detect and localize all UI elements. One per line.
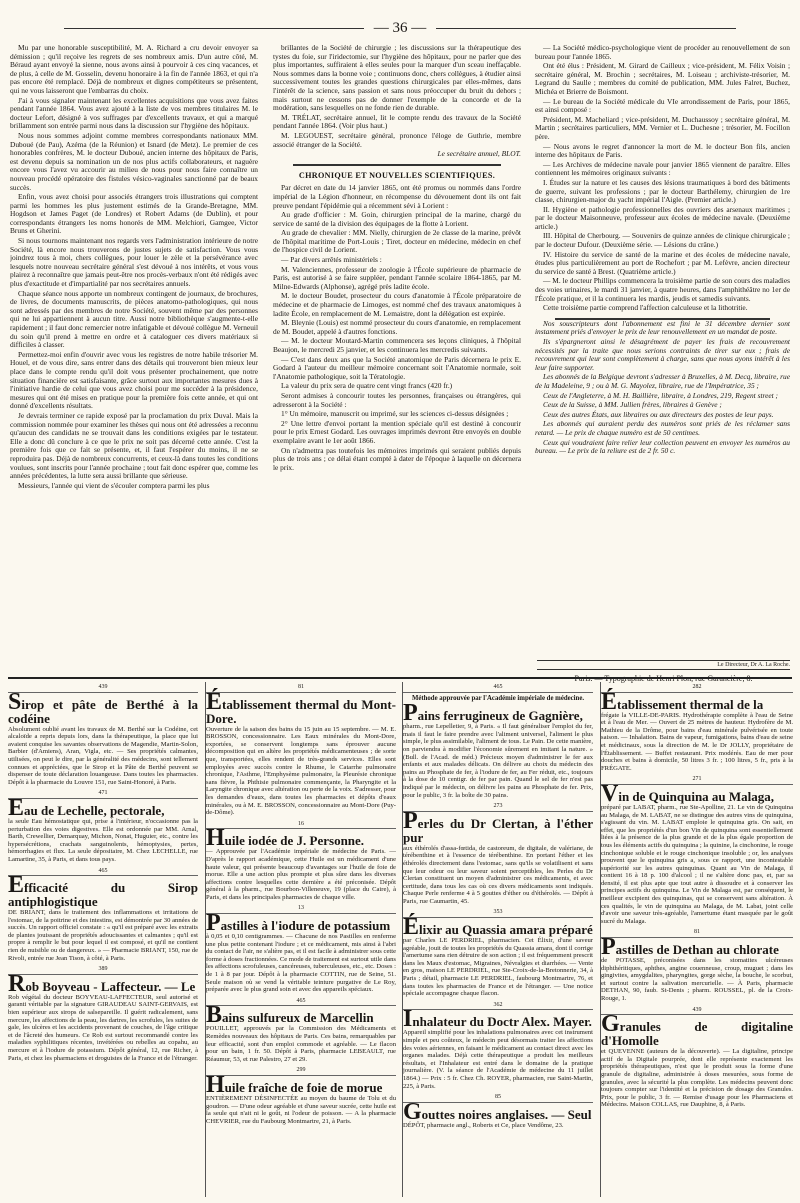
article-column-1: [10, 44, 258, 652]
ad-heading: Huile iodée de J. Personne.: [206, 825, 365, 852]
advertisement: [8, 790, 198, 863]
advertisement: [8, 684, 198, 786]
ad-body: — Approuvée par l'Académie impériale de médecine de Paris. — D'après le rapport académique, cette Huile est un médicament d'une haute valeur, qui présente beaucoup d'avantages sur l'huile de foie de morue. Elle a une action plus prompte et plus sûre dans les diverses affections contre lesquelles cette dernière a été préconisée. Dépôt général à la pharm., rue Bourbon-Villeneuve, 19 (place du Caire), à Paris, et dans les principales pharmacies de chaque ville.: [206, 848, 396, 901]
ad-number: 13: [206, 905, 396, 914]
paragraph: Si nous tournons maintenant nos regards vers l'administration intérieure de notre Société, là encore nous trouverons de justes sujets de satisfaction. Vous vous joindrez tous à moi, chers collègues, pour louer le zèle et la persévérance avec lesquels notre nouveau secrétaire général s'est dévoué à nos intérêts, et vous vous plairez à reconnaître que jamais peut-être nos procès-verbaux n'ont été rédigés avec plus d'exactitude et d'impartialité par nos secrétaires annuels.: [10, 236, 258, 289]
ad-body: DE BRIANT, dans le traitement des inflammations et irritations de l'estomac, de la poitrine et des intestins, est démontrée par 30 années de succès. Un rapport officiel constate : « qu'il est préparé avec les extraits de plantes jouissant de propriétés adoucissantes et calmantes ; qu'il est propre à remplir le but pour lequel il est composé, et qu'il ne contient rien de nuisible ou de dangereux. » — Pharmacie BRIANT, 150, rue de Rivoli, entrée rue Jean Tison, à côté, à Paris.: [8, 909, 198, 962]
ad-heading: Huile fraîche de foie de morue: [206, 1071, 383, 1098]
ad-number: 282: [601, 684, 793, 693]
ad-number: 362: [403, 1002, 593, 1011]
paragraph: I. Études sur la nature et les causes des lésions traumatiques à bord des bâtiments de guerre, suivant les professions ; par le docteur Barthélemy, chirurgien de 1re classe, chirurgien-major du yacht impérial l'Aigle. (Premier article.): [535, 177, 790, 205]
paragraph: brillantes de la Société de chirurgie ; les discussions sur la thérapeutique des tystes du foie, sur l'iridectomie, sur l'hygiène des hôpitaux, pour ne parler que des plus importantes, suffiraient à elles seules pour la marquer d'un sceau ineffaçable. Nous sommes dans la bonne voie ; continuons donc, chers collègues, à étudier ainsi successivement toutes les grandes questions chirurgicales par elles-mêmes, dans l'intérêt de la science, sans passion et sans nous préoccuper du bruit du dehors ; mais surtout ne cessons pas de donner l'exemple de la concorde et de la modération, sans lesquelles on ne fonde rien de durable.: [273, 44, 521, 113]
ad-number: 16: [206, 821, 396, 830]
advertisement: [206, 1067, 396, 1125]
advertisement: [206, 905, 396, 993]
paragraph: On n'admettra pas toutefois les mémoires imprimés qui seraient publiés depuis plus de trois ans ; ce délai étant compté à dater de l'époque à laquelle on décernera le prix.: [273, 445, 521, 472]
ad-number: 81: [601, 929, 793, 938]
advertisement: [8, 966, 198, 1062]
paragraph: — M. le docteur Phillips commencera la troisième partie de son cours des maladies des voies urinaires, le mardi 31 janvier, à quatre heures, dans l'amphithéâtre no 1er de l'École pratique, et il la continuera les mardis, jeudis et samedis suivants.: [535, 276, 790, 303]
ad-number: 353: [403, 909, 593, 918]
paragraph: 2° Une lettre d'envoi portant la mention spéciale qu'il est destiné à concourir pour le prix Ernest Godard. Les ouvrages imprimés devront être envoyés en double exemplaire avant le 1er août 1866.: [273, 418, 521, 445]
paragraph: Au grade de chevalier : MM. Nielly, chirurgien de 2e classe de la marine, prévôt de l'hôpital maritime de Port-Louis ; Tiret, docteur en médecine, médecin en chef de l'hospice civil de Lorient.: [273, 228, 521, 255]
ad-number: 271: [601, 776, 793, 785]
paragraph: IV. Histoire du service de santé de la marine et des écoles de médecine navale, études plus particulièrement au port de Rochefort ; par M. Lefèvre, ancien directeur du service de santé à Brest. (Quatrième article.): [535, 249, 790, 276]
paragraph: — Par divers arrêtés ministériels :: [281, 255, 382, 265]
ad-number: 85: [403, 1094, 593, 1103]
ad-number: 273: [403, 803, 593, 812]
ad-body: ENTIÈREMENT DÉSINFECTÉE au moyen du baume de Tolu et du goudron. — D'une odeur agréable et d'une saveur sucrée, cette huile est la seule qui n'ait ni le goût, ni l'odeur de poisson. — A la pharmacie CHEVRIER, rue du Faubourg Montmartre, 21, à Paris.: [206, 1094, 396, 1125]
section-title: CHRONIQUE ET NOUVELLES SCIENTIFIQUES.: [298, 170, 496, 180]
paragraph: La valeur du prix sera de quatre cent vingt francs (420 fr.): [281, 381, 453, 391]
paragraph: Ceux de la Suisse, à MM. Jullien frères, libraires à Genève ;: [543, 400, 722, 410]
section-rule: [293, 164, 501, 166]
signature: Le secrétaire annuel, BLOT.: [437, 149, 521, 159]
ad-heading: Inhalateur du Doctr Alex. Mayer.: [403, 1006, 592, 1033]
ad-body: frégate la VILLE-DE-PARIS. Hydrothérapie complète à l'eau de Seine et à l'eau de Mer. — Ouvert de 25 mètres de hauteur. Hydrofère de M. Mathieu de la Drôme, pour bains d'eau minérale pulvérisée en toute saison. — Inhalation. Bains de vapeur, fumigations, bains d'eau de seine et médicinaux, sous la direction de M. le Dr JOLLY, propriétaire de l'Établissement. — Buffet restaurant. Prix modérés. Eau de mer pour douches et bains à domicile, 50 litres 3 fr. ; 100 litres, 5 fr., pris à la FRÉGATE.: [601, 711, 793, 772]
paragraph: Chaque séance nous apporte un nombreux contingent de journaux, de brochures, de livres, de documents manuscrits, de pièces anatomo-pathologiques, qui nous sont adressés par des membres de notre Société, souvent même par des personnes qui ne lui appartiennent à aucun titre. Aussi notre bibliothèque s'augmente-t-elle rapidement ; il faut donc remercier notre infatigable et dévoué collègue M. Verneuil du soin qu'il prend à mettre en ordre et à cataloguer ces divers matériaux si difficiles à classer.: [10, 288, 258, 350]
ad-heading: Perles du Dr Clertan, à l'éther pur: [403, 807, 593, 845]
paragraph: Par décret en date du 14 janvier 1865, ont été promus ou nommés dans l'ordre impérial de la Légion d'honneur, en récompense du dévouement dont ils ont fait preuve pendant l'épidémie qui a récemment sévi à Lorient :: [273, 183, 521, 210]
ad-heading: Sirop et pâte de Berthé à la codéine: [8, 688, 198, 726]
ad-heading: Rob Boyveau - Laffecteur. — Le: [8, 970, 196, 997]
article-column-3: [535, 44, 790, 652]
ad-heading: Eau de Lechelle, pectorale,: [8, 794, 165, 821]
paragraph: Au grade d'officier : M. Goin, chirurgien principal de la marine, chargé du service de santé de la division des équipages de la flotte à Lorient.: [273, 210, 521, 228]
ad-number: 299: [206, 1067, 396, 1076]
paragraph: M. Valenciennes, professeur de zoologie à l'École supérieure de pharmacie de Paris, est autorisé à se faire suppléer, pendant l'année scolaire 1864-1865, par M. Milne-Edwards (Alphonse), agrégé près ladite école.: [273, 264, 521, 291]
ad-body: par Charles LE PERDRIEL, pharmacien. Cet Élixir, d'une saveur agréable, jouit de toutes les propriétés du Quassia amara, dont il corrige l'amertume sans rien détruire de son action ; il est fréquemment prescrit dans les Maux d'estomac, Migraines, Névralgies et diarrhées. — Vente en gros, maison LE PERDRIEL, rue Ste-Croix-de-la-Bretonnerie, 34, à Paris ; détail, pharmacie LE PERDRIEL, faubourg Montmartre, 76, et dans toutes les pharmacies de France et de l'étranger. — Une notice spéciale accompagne chaque flacon.: [403, 937, 593, 998]
advertisement: [403, 803, 593, 905]
advertisement: [403, 909, 593, 997]
paragraph: — Nous avons le regret d'annoncer la mort de M. le docteur Bon fils, ancien interne des hôpitaux de Paris.: [535, 141, 790, 160]
paragraph: M. le docteur Boudet, prosecteur du cours d'anatomie à l'École préparatoire de médecine et de pharmacie de Limoges, est nommé chef des travaux anatomiques à ladite École, en remplacement de M. Lemaistre, dont la délégation est expirée.: [273, 291, 521, 318]
ad-number: 465: [403, 684, 593, 693]
ad-body: Ouverture de la saison des bains du 15 juin au 15 septembre. — M. E. BROSSON, concessionnaire. Les Eaux minérales du Mont-Dore, exportées, se conservent longtemps sans éprouver aucune décomposition qui en altère les propriétés médicamenteuses ; de sorte que, transportées, elles rendent de très-grands services. Elles sont employées avec succès contre le Rhume, le Catarrhe pulmonaire chronique, l'Asthme, l'Emphysème pulmonaire, la Pleurésie chronique sans fièvre, la Phthisie pulmonaire commençante, la Pharyngite et la Laryngite chronique avec altération ou perte de la voix. S'adresser, pour les demandes d'eaux, dans toutes les pharmacies et dépôts d'eaux minérales, ou à M. E. BROSSON, concessionnaire au Mont-Dore (Puy-de-Dôme).: [206, 725, 396, 817]
ad-heading: Vin de Quinquina au Malaga,: [601, 780, 775, 807]
ad-body: de POTASSE, préconisées dans les stomatites ulcéreuses diphthéritiques, aphthes, angine couenneuse, croup, muguet ; dans les gingivites, amygdalites, pharyngites, gorge sèche, la bouche, le scorbut, et surtout contre la salivation mercurielle. — À Paris, pharmacie DETHAN, 90, faub. St-Denis ; pharm. ROUSSEL, pl. de la Croix-Rouge, 1.: [601, 957, 793, 1002]
paragraph: Seront admises à concourir toutes les personnes, françaises ou étrangères, qui adresseront à la Société :: [273, 390, 521, 409]
paragraph: Je devrais terminer ce rapide exposé par la proclamation du prix Duval. Mais la commission nommée pour examiner les thèses qui nous ont été adressées a reconnu qu'aucun des candidats ne se trouvait dans les conditions exigées par le testateur. Elle a donc dû conclure à ce que le prix ne soit pas décerné cette année. C'est la première fois que ce fait se présente, et, il faut l'espérer du moins, il ne se reproduira pas. Déjà de nombreux concurrents, et ceux-là dans toutes les conditions voulues, sont inscrits pour l'année prochaine ; tout fait donc espérer que, comme les années précédentes, la lutte sera aussi brillante que sérieuse.: [10, 410, 258, 481]
paragraph: 1° Un mémoire, manuscrit ou imprimé, sur les sciences ci-dessus désignées ;: [281, 409, 509, 419]
ad-heading: Granules de digitaline d'Homolle: [601, 1011, 793, 1049]
ad-heading: Pastilles de Dethan au chlorate: [601, 934, 779, 961]
paragraph: Mu par une honorable susceptibilité, M. A. Richard a cru devoir envoyer sa démission ; qu'il reçoive les regrets de ses nombreux amis. D'un autre côté, M. Béraud ayant envoyé la sienne, nous avons ainsi à pourvoir à ces cinq vacances, et de plus, à celle de M. Gosselin, devenu honoraire à la fin de l'année 1863, et qui n'a pas encore été remplacé. Déjà de nombreux et dignes compétiteurs se présentent, qui ne vous laisseront que l'embarras du choix.: [10, 44, 258, 95]
ad-number: 439: [8, 684, 198, 693]
printer-line: Paris. — Typographie de Henri Plon, rue Garancière, 8.: [574, 674, 753, 683]
news-text: [535, 44, 790, 313]
ad-heading: Pastilles à l'iodure de potassium: [206, 910, 391, 937]
ad-body: préparé par LABAT, pharm., rue Ste-Apolline, 21. Le vin de Quinquina au Malaga, de M. LABAT, ne se distingue des autres vins de quinquina, s'agissant du vin. M. LABAT emploie le quinquina gris. On sait, en effet, que les propriétés d'un bon Vin de quinquina sont essentiellement liées à la présence de la plus grande et de la plus égale proportion de tous les éléments actifs du quinquina ; la quinine, la cinchonine, le rouge cinchonique soluble et le rouge cinchonique insoluble ; or, les analyses prouvent que le quinquina gris a, sous ce rapport, une incontestable supériorité sur les autres quinquinas. Quant au Vin de Malaga, il contient 16 à 18 p. 100 d'alcool ; il ne s'altère donc pas, et, par sa densité, il est plus apte que tout autre à dissoudre et à conserver les principes actifs du quinquina. Le Vin de Malaga est, par conséquent, le meilleur excipient des quinquinas, qui se conservent sans altération. À ces qualités, le vin de quinquina au Malaga, de M. Labat, joint celle d'avoir une saveur très-agréable, l'amertume étant masquée par le goût sucré du Malaga.: [601, 803, 793, 925]
advertisement: [403, 684, 593, 702]
advertisement: [601, 776, 793, 925]
advertisement: [403, 1094, 593, 1129]
ad-column-1: [8, 682, 198, 1197]
paragraph: III. Hôpital de Cherbourg. — Souvenirs de quinze années de clinique chirurgicale ; par le docteur Dufour. (Deuxième série. — Lésions du crâne.): [535, 231, 790, 250]
ad-heading: Élixir au Quassia amara préparé: [403, 914, 593, 941]
ad-heading: Pains ferrugineux de Gagnière,: [403, 700, 583, 727]
ad-column-4: [600, 682, 793, 1197]
paragraph: — Les Archives de médecine navale pour janvier 1865 viennent de paraître. Elles contiennent les mémoires originaux suivants :: [535, 159, 790, 178]
paragraph: Ont été élus : Président, M. Girard de Cailleux ; vice-président, M. Félix Voisin ; secrétaire général, M. Brochin ; secrétaires, M. Loiseau ; archiviste-trésorier, M. Legrand du Saulle ; membres du comité de publication, MM. Jules Falret, Buchez, Michéa et Brierre de Boismont.: [535, 61, 790, 96]
paragraph: Ceux des autres États, aux libraires ou aux directeurs des postes de leur pays.: [543, 409, 774, 419]
paragraph: Enfin, vous avez choisi pour associés étrangers trois illustrations qui comptent parmi les hommes les plus justement estimés de la Grande-Bretagne, MM. Hogdson et James Paget (de Londres) et Robert Adams (de Dublin), et pour correspondants étrangers les noms honorés de MM. Melchiori, Gamgee, Victor Bruns et Gherini.: [10, 192, 258, 236]
paragraph: Nous nous sommes adjoint comme membres correspondants nationaux MM. Duboué (de Pau), Azéma (de la Réunion) et Isnard (de Metz). Le premier de ces honorables confrères, M. le docteur Duboué, ancien interne des hôpitaux de Paris, est devenu depuis sa nomination un de nos plus actifs collaborateurs, et naguère encore vous l'avez vu accourir au milieu de nous pour nous faire connaître un nouveau procédé opératoire des fistules vésico-vaginales sanctionné par de beaux succès.: [10, 130, 258, 192]
paragraph: Messieurs, l'année qui vient de s'écouler comptera parmi les plus: [18, 480, 210, 490]
ad-body: à 0,05 et 0,10 centigrammes. — Chacune de nos Pastilles en renferme une plus petite contenant l'iodure ; et ce médicament, mis ainsi à l'abri du contact de l'air, ne s'altère pas, et il est facile à administrer sous cette forme à doses fractionnées. Ce mode de traitement est surtout utile dans les affections scrofuleuses, cancéreuses, tuberculeuses, etc., etc. Doses : de 1 à 8 par jour. Dépôt à la pharmacie COTTIN, rue de Seine, 51. Seule maison où se vend la véritable teinture purgative de Le Roy, préparée avec le plus grand soin et avec des appareils spéciaux.: [206, 933, 396, 994]
paragraph: Ils s'épargneront ainsi le désagrément de payer les frais de recouvrement nécessités par la traite que nous serions contraints de tirer sur eux ; frais de recouvrement qui leur sont complètement à charge, sans que nous ayons intérêt à les leur faire supporter.: [535, 337, 790, 372]
director-line: Le Directeur, Dr A. La Roche.: [537, 660, 790, 670]
ad-body: pharm., rue Lepelletier, 9, à Paris. « Il faut généraliser l'emploi du fer, mais il faut le faire prendre avec l'aliment universel, l'aliment le plus simple, le plus assimilable, l'aliment de tous. Le Pain. De cette manière, on parviendra à modifier l'économie sûrement en imitant la nature. » (Bull. de l'Acad. de méd.) Précieux moyen d'administrer le fer aux enfants et aux malades délicats. On délivre au choix du médecin des pains au Phosphate de fer, à l'iodure de fer, au Fer réduit, etc., toujours à la dose de 10 centigr. de fer par pain. Quand le sel de fer n'est pas indiqué par le médecin, on délivre les pains au Phosphate de fer. Prix, pour le public, 3 fr. la boîte de 30 pains.: [403, 723, 593, 799]
advertisement: [601, 1007, 793, 1109]
ad-body: POUILLET, approuvés par la Commission des Médicaments et Remèdes nouveaux des hôpitaux de Paris. Ces bains, remarquables par leur efficacité, sont d'un emploi commode et agréable. — Le flacon pour un bain, 1 fr. 50. Dépôt à Paris, pharmacie LEBEAULT, rue Réaumur, 53, et rue Palestro, 27 et 29.: [206, 1025, 396, 1063]
advertisement: [206, 821, 396, 902]
paragraph: Les abonnés de la Belgique devront s'adresser à Bruxelles, à M. Decq, libraire, rue de la Madeleine, 9 ; ou à M. G. Mayolez, libraire, rue de l'Impératrice, 35 ;: [535, 372, 790, 390]
paragraph: — Le bureau de la Société médicale du VIe arrondissement de Paris, pour 1865, est ainsi composé :: [535, 96, 790, 115]
paragraph: M. LEGOUEST, secrétaire général, prononce l'éloge de Guthrie, membre associé étranger de la Société.: [273, 130, 521, 149]
ad-column-2: [205, 682, 396, 1197]
ad-body: aux éthérolés d'assa-fœtida, de castoreum, de digitale, de valériane, de térébenthine et à l'essence de térébenthine. En portant l'éther et les éthérolés directement dans l'estomac, sans qu'ils se volatilisent et sans que leur odeur ou leur saveur soient perceptibles, les Perles du Dr Clertan constituent un moyen d'administrer ces médicaments, et avec certitude, dans tous les cas où ces divers médicaments sont indiqués. Chaque Perle renferme 4 à 5 gouttes d'éther ou d'éthérolés. — Dépôt à Paris, rue Caumartin, 45.: [403, 844, 593, 905]
paragraph: Nos souscripteurs dont l'abonnement est fini le 31 décembre dernier sont instamment priés d'envoyer le prix de leur renouvellement en un mandat de poste.: [535, 318, 790, 337]
ad-heading: Efficacité du Sirop antiphlogistique: [8, 872, 198, 910]
paragraph: II. Hygiène et pathologie professionnelles des ouvriers des arsenaux maritimes ; par le docteur Maisonneuve, professeur aux écoles de médecine navale. (Deuxième article.): [535, 204, 790, 231]
chronicle-text: [273, 184, 521, 472]
paragraph: — La Société médico-psychologique vient de procéder au renouvellement de son bureau pour l'année 1865.: [535, 44, 790, 61]
paragraph: J'ai à vous signaler maintenant les excellentes acquisitions que vous avez faites pendant l'année 1864. Vous avez ajouté à la liste de vos membres titulaires M. le docteur Lefort, désigné à vos suffrages par d'excellents travaux, et qui a marqué brillamment son entrée parmi nous dans la discussion sur l'hygiène des hôpitaux.: [10, 95, 258, 131]
advertisement: [206, 684, 396, 817]
subscriber-notice: [535, 320, 790, 456]
advertisement: [403, 700, 593, 799]
page-footer: [537, 660, 790, 683]
paragraph: Ceux de l'Angleterre, à M. H. Baillière, libraire, à Londres, 219, Regent street ;: [543, 390, 779, 400]
paragraph: M. Bleynie (Louis) est nommé prosecteur du cours d'anatomie, en remplacement de M. Boudet, appelé à d'autres fonctions.: [273, 318, 521, 336]
ad-heading: Bains sulfureux de Marcellin: [206, 1002, 374, 1029]
advertisement: [403, 1002, 593, 1090]
paragraph: Ceux qui voudraient faire relier leur collection peuvent en envoyer les numéros au bureau. — Le prix de la reliure est de 2 fr. 50 c.: [535, 437, 790, 456]
paragraph: — C'est dans deux ans que la Société anatomique de Paris décernera le prix E. Godard à l'auteur du meilleur mémoire concernant soit l'Anatomie normale, soit l'Anatomie pathologique, soit la Tératologie.: [273, 354, 521, 381]
society-report-text: [273, 44, 521, 149]
advertisement: [206, 998, 396, 1064]
advertisement: [8, 868, 198, 963]
ad-heading: Établissement thermal de la: [601, 688, 764, 715]
paragraph: M. TRÉLAT, secrétaire annuel, lit le compte rendu des travaux de la Société pendant l'année 1864. (Voir plus haut.): [273, 112, 521, 131]
ad-number: 389: [8, 966, 198, 975]
ad-approval: Méthode approuvée par l'Académie impériale de médecine.: [411, 694, 585, 702]
ad-number: 81: [206, 684, 396, 693]
ad-body: et QUEVENNE (auteurs de la découverte). — La digitaline, principe actif de la Digitale pourprée, dont elle représente exactement les propriétés thérapeutiques, n'est que le produit sous la forme d'une granule de digitaline, administrée à doses mesurées, sous forme de granules, avec la sécurité la plus complète. Les médecins peuvent donc toujours compter sur l'identité et la précision de dosage des Granules. Prix, pour le public, 3 fr. — Remise d'usage pour les Pharmaciens et Médecins. Maison COLLAS, rue Dauphine, 8, à Paris.: [601, 1048, 793, 1109]
advertisement-separator: [8, 677, 792, 679]
advertisement: [601, 684, 793, 772]
ad-number: 465: [206, 998, 396, 1007]
page-number: — 36 —: [0, 20, 800, 37]
advertisement: [601, 929, 793, 1002]
article-column-2: [273, 44, 521, 652]
ad-heading: Gouttes noires anglaises. — Seul: [403, 1098, 592, 1125]
ad-number: 471: [8, 790, 198, 799]
ad-heading: Établissement thermal du Mont-Dore.: [206, 688, 396, 726]
ad-body: DÉPÔT, pharmacie angl., Roberts et Ce, place Vendôme, 23.: [403, 1121, 564, 1129]
paragraph: Permettez-moi enfin d'ouvrir avec vous les registres de notre habile trésorier M. Houel, et de vous dire, sans entrer dans des détails qui trouveront bien mieux leur place dans le compte rendu qu'il doit vous présenter prochainement, que notre situation financière est satisfaisante, grâce surtout aux importantes mesures dues à l'initiative hardie de celui que vous avez choisi pour me succéder à la présidence, mesures qui ont été mises en pratique pour la première fois cette année, et qui ont donné d'excellents résultats.: [10, 349, 258, 411]
ad-body: Rob végétal du docteur BOYVEAU-LAFFECTEUR, seul autorisé et garanti véritable par la signature GIRAUDEAU SAINT-GERVAIS, est bien supérieur aux sirops de salsepareille. Il guérit radicalement, sans mercure, les affections de la peau, les dartres, les scrofules, les suites de gale, les ulcères et les accidents provenant de couches, de l'âge critique et de l'âcreté des humeurs. Ce Rob est surtout recommandé contre les maladies syphilitiques récentes, invétérées ou rebelles au copahu, au mercure et à l'iodure de potassium. Dépôt général, 12, rue Richer, à Paris, et chez les pharmaciens et droguistes de la France et de l'étranger.: [8, 993, 198, 1062]
ad-number: 465: [8, 868, 198, 877]
paragraph: Cette troisième partie comprend l'affection calculeuse et la lithotritie.: [543, 303, 748, 313]
ad-body: Absolument oublié avant les travaux de M. Berthé sur la Codéine, cet alcaloïde a repris depuis lors, dans la thérapeutique, la place que lui avaient conquise les savantes observations de Magendie, Martin-Solon, Barbier (d'Amiens), Aran, Vigla, etc. — Ses propriétés calmantes, utilisées, on peut le dire, par la généralité des médecins, sont tellement connues et appréciées, que le Sirop et la Pâte de Berthé peuvent se dispenser de toute déclaration louangeuse. Dans toutes les pharmacies. Dépôt à la pharmacie du Louvre 151, rue Saint-Honoré, à Paris.: [8, 725, 198, 786]
ad-number: 439: [601, 1007, 793, 1016]
ad-body: la seule Eau hémostatique qui, prise à l'intérieur, n'occasionne pas la perturbation des voies digestives. Elle est ordonnée par MM. Arnal, Barth, Crewellier, Demarquay, Michon, Nonat, Huguier, etc., contre les hypersécrétions, crachats sanguinolents, hémoptysies, pertes, hémorrhagies et flux. La seule dépositaire, M. Chez LECHELLE, rue Lamartine, 35, à Paris, et dans tous pays.: [8, 817, 198, 863]
paragraph: — M. le docteur Moutard-Martin commencera ses leçons cliniques, à l'hôpital Beaujon, le mercredi 25 janvier, et les continuera les mercredis suivants.: [273, 336, 521, 354]
ad-column-3: [402, 682, 593, 1197]
ad-body: Appareil simplifié pour les inhalations pulmonaires avec cet instrument simple et peu coûteux, le médecin peut désormais traiter les affections des voies aériennes, en faisant le médicament au contact direct avec les organes malades. Déjà cette thérapeutique a produit les meilleurs résultats, et l'Inhalateur est entré dans le domaine de la pratique journalière. (V. la séance de l'Académie de médecine du 11 juillet 1864.) — Prix : 5 fr. Chez Ch. ROYER, pharmacien, rue Saint-Martin, 225, à Paris.: [403, 1029, 593, 1090]
paragraph: Les abonnés qui auraient perdu des numéros sont priés de les réclamer sans retard. — Le prix de chaque numéro est de 50 centimes.: [535, 419, 790, 437]
paragraph: Président, M. Macheliard ; vice-président, M. Duchaussoy ; secrétaire général, M. Martin ; secrétaires particuliers, MM. Vernier et L. Duchesne ; trésorier, M. Focillon père.: [535, 114, 790, 141]
